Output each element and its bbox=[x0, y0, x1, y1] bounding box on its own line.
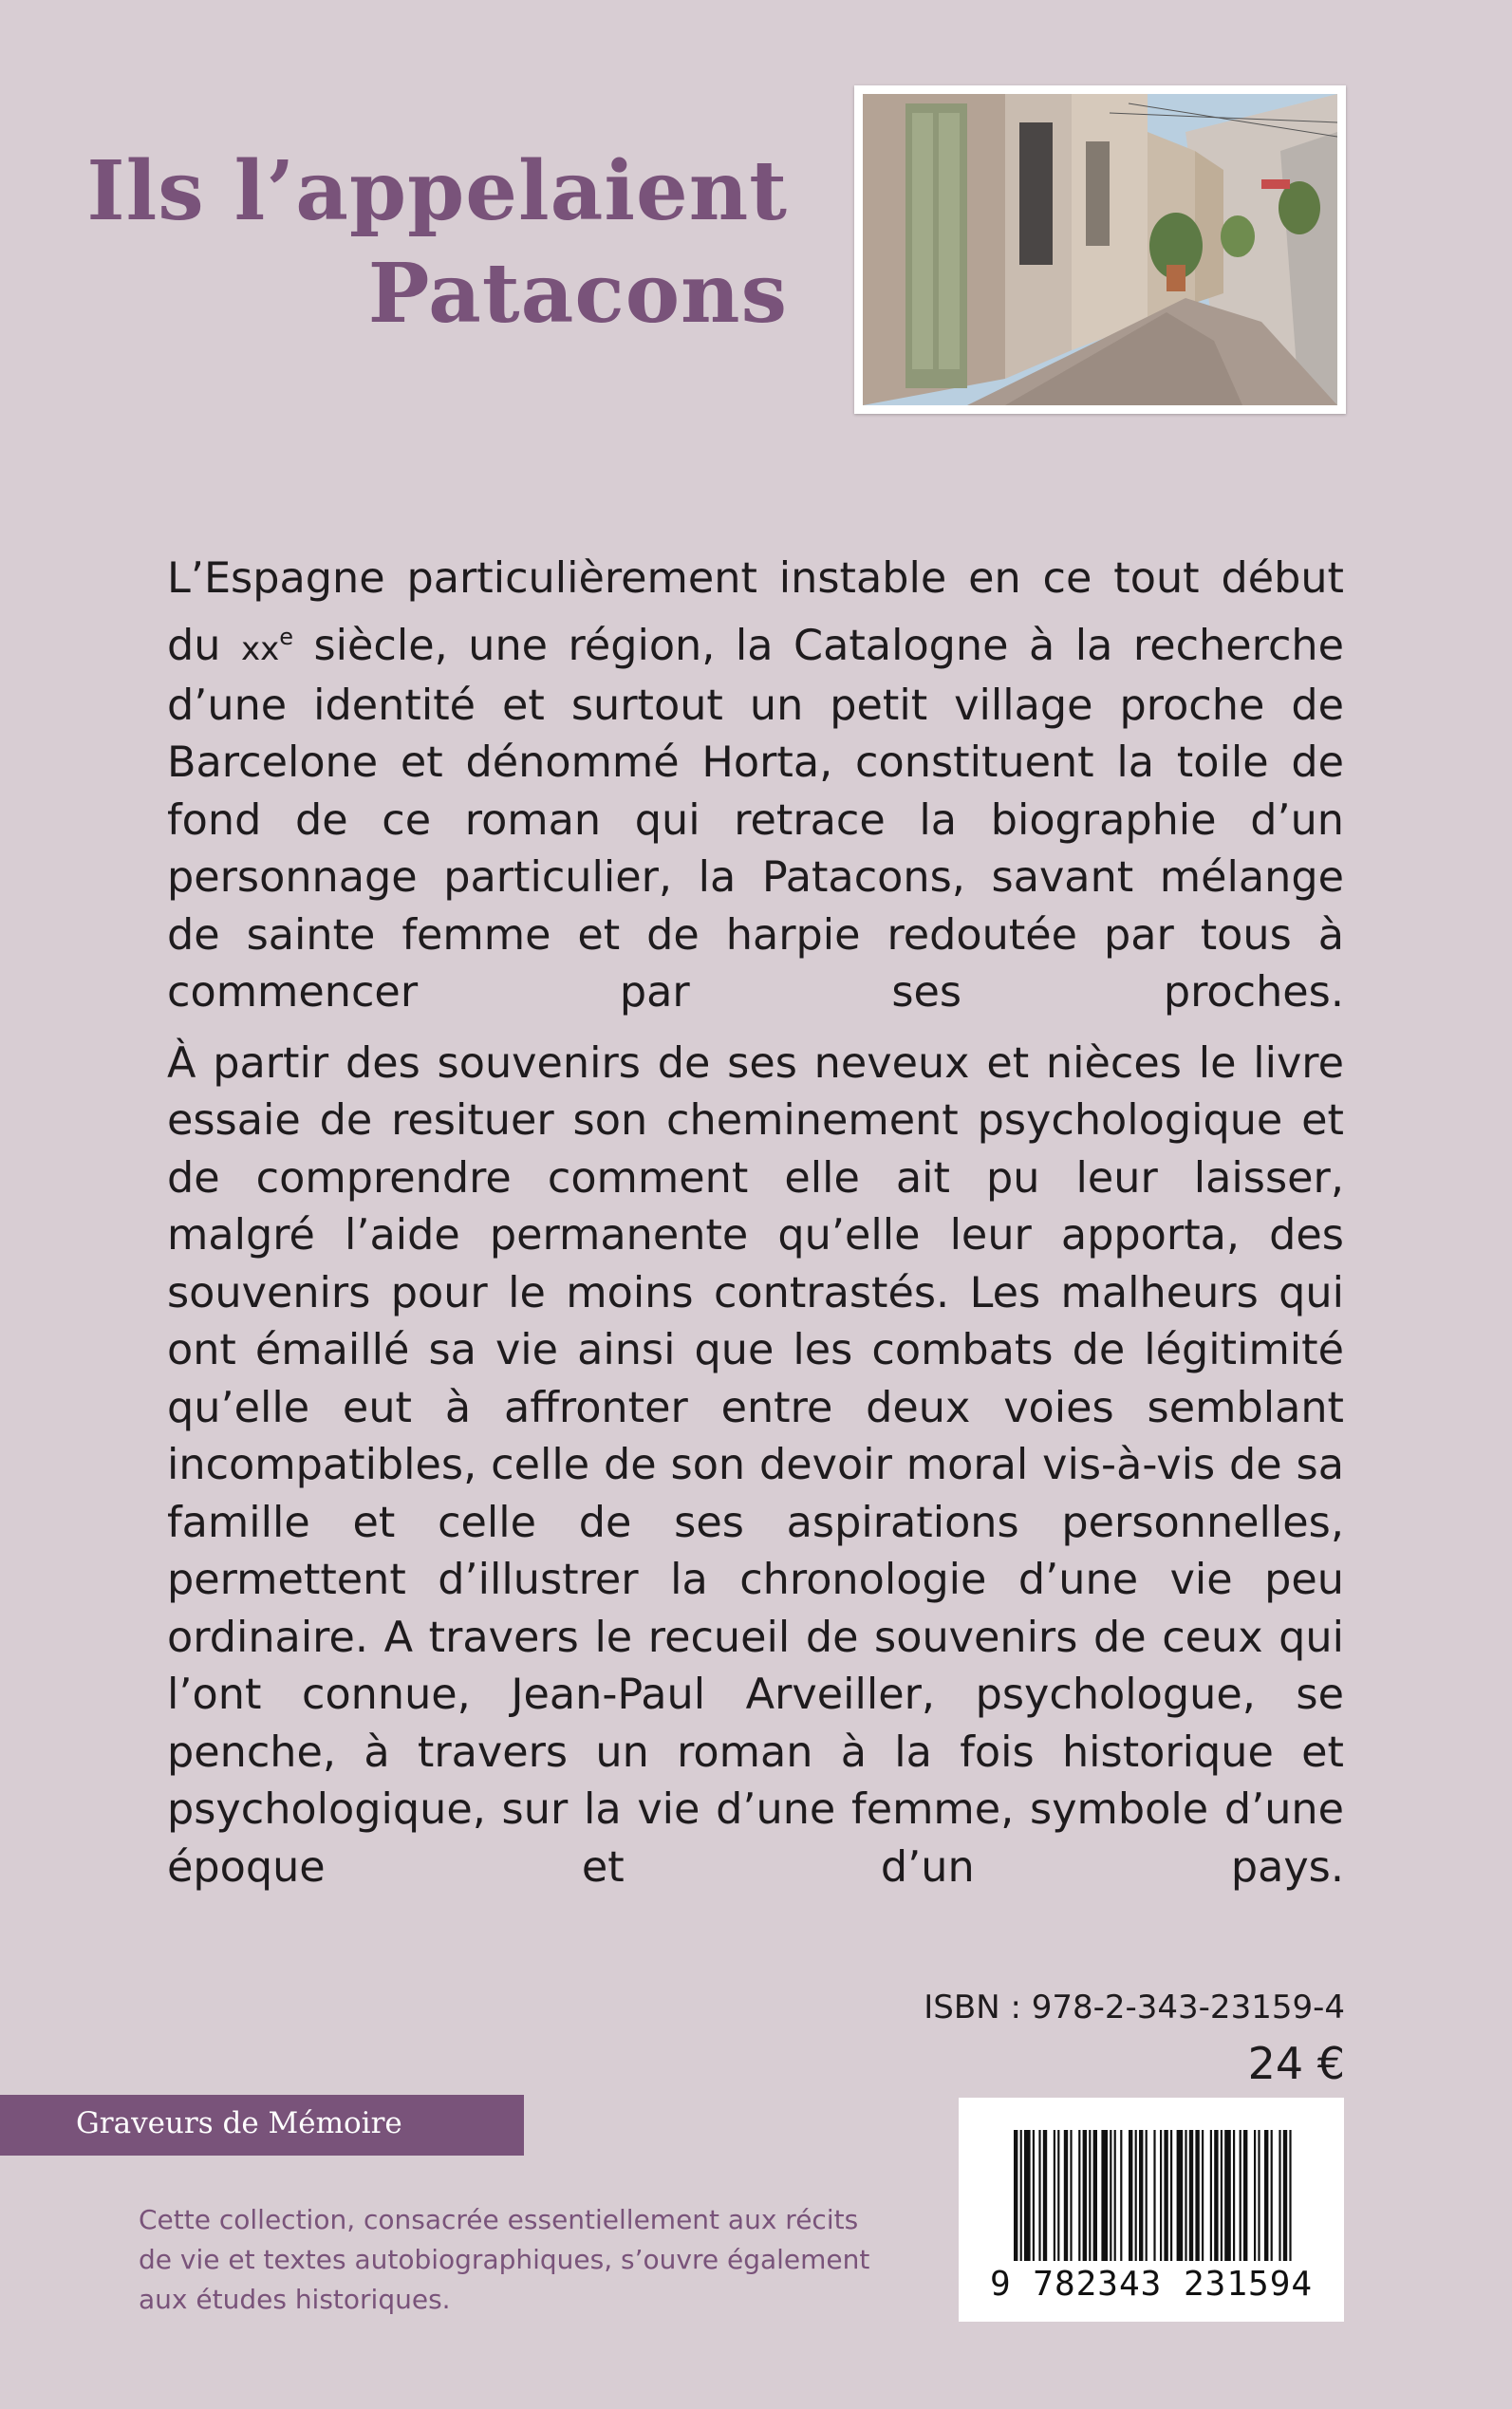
barcode-bar bbox=[1083, 2130, 1087, 2261]
barcode-bar bbox=[1135, 2130, 1137, 2261]
barcode-bar bbox=[1064, 2130, 1068, 2261]
barcode-bar bbox=[1240, 2130, 1241, 2261]
barcode-bar bbox=[1139, 2130, 1143, 2261]
barcode-bar bbox=[1057, 2130, 1059, 2261]
book-title bbox=[86, 140, 788, 345]
collection-name: Graveurs de Mémoire bbox=[76, 2106, 402, 2140]
barcode-bar bbox=[1054, 2130, 1055, 2261]
barcode-bar bbox=[1024, 2130, 1031, 2261]
barcode-bar bbox=[1254, 2130, 1256, 2261]
summary-paragraph-1: L’Espagne particulièrement instable en ce tout début du $xx^e$ siècle, une région, la Catalogne à la recherche d’une identité et surtout un petit village proche de Barcelone et dénommé Horta, constituent la toile de fond de ce roman qui retrace la biographie d’un personnage particulier, la Patacons, savant mélange de sainte femme et de harpie redoutée par tous à commencer par ses proches. bbox=[167, 554, 1344, 1018]
barcode-bar bbox=[1185, 2130, 1186, 2261]
barcode-bar bbox=[1264, 2130, 1268, 2261]
price-label: 24 € bbox=[1247, 2038, 1345, 2089]
collection-description-line: de vie et textes autobiographiques, s’ouvre également bbox=[139, 2244, 870, 2275]
back-cover-summary bbox=[167, 551, 1344, 1910]
barcode-bar bbox=[1120, 2130, 1122, 2261]
barcode-bar bbox=[1129, 2130, 1132, 2261]
barcode-bar bbox=[1202, 2130, 1204, 2261]
collection-description-line: aux études historiques. bbox=[139, 2284, 451, 2315]
barcode-bar bbox=[1089, 2130, 1091, 2261]
book-title-line-2: Patacons bbox=[367, 246, 788, 342]
barcode-bar bbox=[1221, 2130, 1223, 2261]
barcode-bar bbox=[1233, 2130, 1235, 2261]
barcode-bar bbox=[1243, 2130, 1247, 2261]
isbn-number: ISBN : 978-2-343-23159-4 bbox=[924, 1989, 1345, 2026]
barcode-bar bbox=[1289, 2130, 1291, 2261]
barcode-bar bbox=[1214, 2130, 1218, 2261]
street-photo-illustration bbox=[863, 94, 1337, 405]
barcode-bar bbox=[1224, 2130, 1231, 2261]
barcode-bar bbox=[1033, 2130, 1035, 2261]
barcode-bar bbox=[1038, 2130, 1040, 2261]
barcode-bar bbox=[1279, 2130, 1280, 2261]
barcode-bar bbox=[1258, 2130, 1260, 2261]
barcode-bar bbox=[1101, 2130, 1108, 2261]
barcode-bar bbox=[1078, 2130, 1080, 2261]
barcode-bar bbox=[1195, 2130, 1199, 2261]
barcode-bar bbox=[1146, 2130, 1148, 2261]
barcode-digits: 9 782343 231594 bbox=[989, 2265, 1314, 2304]
barcode-bar bbox=[1271, 2130, 1273, 2261]
barcode-bar bbox=[1160, 2130, 1162, 2261]
barcode-bar bbox=[1014, 2130, 1017, 2261]
barcode-bar bbox=[1114, 2130, 1116, 2261]
barcode-bar bbox=[1210, 2130, 1212, 2261]
barcode-bar bbox=[1177, 2130, 1184, 2261]
barcode-bar bbox=[1164, 2130, 1167, 2261]
collection-description-line: Cette collection, consacrée essentiellement aux récits bbox=[139, 2204, 859, 2235]
barcode-bar bbox=[1020, 2130, 1022, 2261]
barcode-bar bbox=[1283, 2130, 1287, 2261]
barcode-bar bbox=[1043, 2130, 1047, 2261]
book-title-line-1: Ils l’appelaient bbox=[86, 143, 788, 239]
barcode bbox=[959, 2098, 1344, 2322]
barcode-bar bbox=[1189, 2130, 1193, 2261]
barcode-bar bbox=[1153, 2130, 1155, 2261]
barcode-bar bbox=[1093, 2130, 1097, 2261]
barcode-bar bbox=[1070, 2130, 1072, 2261]
collection-banner bbox=[0, 2095, 524, 2156]
barcode-bar bbox=[1170, 2130, 1172, 2261]
barcode-bar bbox=[1110, 2130, 1111, 2261]
summary-paragraph-2: À partir des souvenirs de ses neveux et nièces le livre essaie de resituer son cheminement psychologique et de comprendre comment elle ait pu leur laisser, malgré l’aide permanente qu’elle leur apporta, des souvenirs pour le moins contrastés. Les malheurs qui ont émaillé sa vie ainsi que les combats de légitimité qu’elle eut à affronter entre deux voies semblant incompatibles, celle de son devoir moral vis-à-vis de sa famille et celle de ses aspirations personnelles, permettent d’illustrer la chronologie d’une vie peu ordinaire. A travers le recueil de souvenirs de ceux qui l’ont connue, Jean-Paul Arveiller, psychologue, se penche, à travers un roman à la fois historique et psychologique, sur la vie d’une femme, symbole d’une époque et d’un pays. bbox=[167, 1038, 1344, 1892]
cover-photo-street bbox=[854, 85, 1346, 414]
collection-description bbox=[139, 2200, 870, 2320]
